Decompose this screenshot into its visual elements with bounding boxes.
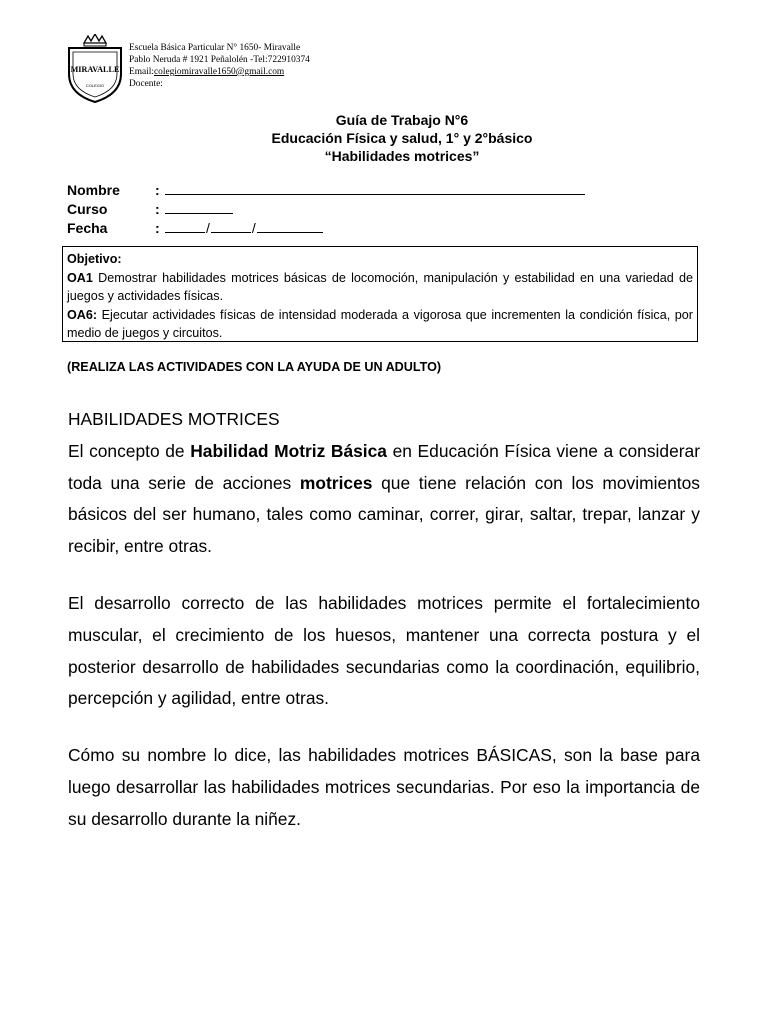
document-titles	[0, 111, 768, 165]
oa6-code: OA6:	[67, 307, 98, 322]
school-info	[129, 42, 310, 90]
objective-box	[62, 246, 698, 342]
date-day-blank[interactable]	[165, 218, 205, 233]
oa6-text: Ejecutar actividades físicas de intensidad moderada a vigorosa que incrementen la condición física, por medio de juegos y circuitos.	[67, 307, 693, 340]
email-label: Email:	[129, 67, 154, 77]
course-blank[interactable]	[165, 199, 233, 214]
name-colon: :	[155, 182, 160, 198]
school-address: Pablo Neruda # 1921 Peñalolén -Tel:722910374	[129, 55, 310, 65]
date-row	[67, 218, 585, 237]
email-link[interactable]: colegiomiravalle1650@gmail.com	[154, 67, 285, 77]
guide-title: Guía de Trabajo N°6	[335, 112, 469, 128]
date-month-blank[interactable]	[211, 218, 251, 233]
oa1-code: OA1	[67, 270, 93, 285]
course-colon: :	[155, 201, 160, 217]
teacher-line: Docente:	[129, 79, 163, 89]
date-slash: /	[251, 220, 256, 236]
school-logo	[64, 34, 126, 104]
paragraph-2: El desarrollo correcto de las habilidades motrices permite el fortalecimiento muscular, el crecimiento de los huesos, mantener una correcta postura y el posterior desarrollo de habilidades secundarias como la coordinación, equilibrio, percepción y agilidad, entre otras.	[68, 592, 700, 709]
course-row	[67, 199, 585, 218]
logo-subtext: COLEGIO	[85, 83, 105, 88]
school-name: Escuela Básica Particular N° 1650- Miravalle	[129, 43, 301, 53]
topic-title: “Habilidades motrices”	[324, 148, 480, 164]
p1-bold-motrices: motrices	[299, 472, 373, 493]
objective-title: Objetivo:	[67, 252, 122, 266]
objective-oa6	[67, 306, 693, 343]
name-row	[67, 180, 585, 199]
subject-title: Educación Física y salud, 1° y 2°básico	[271, 130, 533, 146]
name-label: Nombre	[67, 182, 120, 198]
date-year-blank[interactable]	[257, 218, 323, 233]
school-email	[129, 66, 310, 78]
date-slash: /	[206, 220, 210, 236]
p1-text-c: que tiene relación con los movimientos básicos del ser humano, tales como caminar, correr, girar, saltar, trepar, lanzar y recibir, entre otras.	[68, 472, 700, 557]
oa1-text: Demostrar habilidades motrices básicas de locomoción, manipulación y estabilidad en una variedad de juegos y actividades físicas.	[67, 270, 693, 303]
content-body	[68, 404, 700, 836]
p1-text-b: en Educación Física viene a considerar toda una serie de acciones	[68, 440, 701, 493]
paragraph-3: Cómo su nombre lo dice, las habilidades motrices BÁSICAS, son la base para luego desarrollar las habilidades motrices secundarias. Por eso la importancia de su desarrollo durante la niñez.	[68, 745, 700, 829]
paragraph-1	[68, 436, 700, 563]
date-colon: :	[155, 220, 160, 236]
objective-oa1	[67, 269, 693, 306]
instruction-note: (REALIZA LAS ACTIVIDADES CON LA AYUDA DE UN ADULTO)	[67, 360, 442, 374]
name-blank[interactable]	[165, 180, 585, 195]
student-form	[67, 180, 585, 237]
logo-text: MIRAVALLE	[70, 65, 120, 74]
p1-text-a: El concepto de	[68, 440, 191, 461]
date-label: Fecha	[67, 220, 108, 236]
p1-bold-term: Habilidad Motriz Básica	[190, 440, 387, 461]
course-label: Curso	[67, 201, 108, 217]
section-heading: HABILIDADES MOTRICES	[68, 409, 280, 429]
